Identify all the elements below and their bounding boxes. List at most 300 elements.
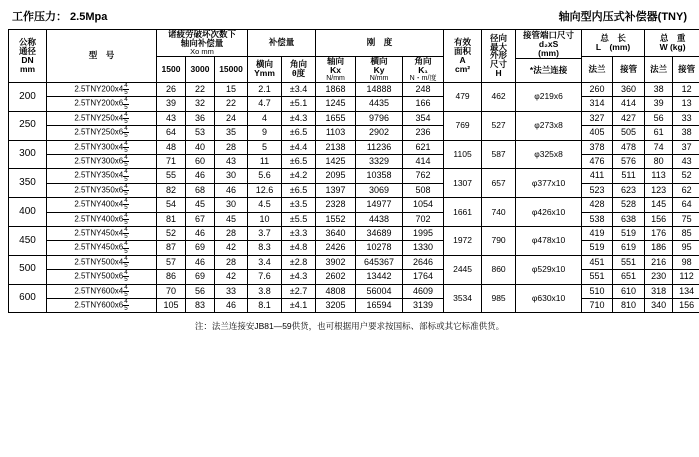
cell-angular-compensation: ±6.5 [282, 126, 316, 140]
cell-lateral-compensation: 3.7 [248, 226, 282, 240]
fraction: $\frac{4}{5}$ [124, 110, 128, 125]
col-tick-1500: 1500 [157, 56, 186, 82]
cell-axial-stiffness: 2328 [316, 198, 356, 212]
table-body [9, 82, 699, 313]
cell-x1500: 54 [157, 198, 186, 212]
table-row [9, 198, 699, 212]
cell-model: 2.5TNY500x4 $\frac{4}{5}$ [47, 255, 157, 269]
cell-angular-compensation: ±2.7 [282, 284, 316, 298]
col-lateral-stiffness: 横向 Ky N/mm [356, 56, 403, 82]
fraction: $\frac{4}{5}$ [124, 283, 128, 298]
cell-effective-area: 2445 [444, 255, 482, 284]
cell-effective-area: 1105 [444, 140, 482, 169]
cell-length-weld: 414 [613, 97, 645, 111]
cell-angular-stiffness: 702 [403, 212, 444, 226]
cell-length-weld: 619 [613, 241, 645, 255]
cell-weight-flange: 145 [645, 198, 673, 212]
cell-angular-stiffness: 354 [403, 111, 444, 125]
cell-axial-stiffness: 1245 [316, 97, 356, 111]
cell-weight-flange: 318 [645, 284, 673, 298]
cell-outer-size: 587 [482, 140, 516, 169]
cell-length-flange: 510 [582, 284, 613, 298]
cell-weight-weld: 75 [673, 212, 699, 226]
cell-outer-size: 740 [482, 198, 516, 227]
cell-x3000: 56 [186, 284, 215, 298]
cell-angular-compensation: ±4.2 [282, 169, 316, 183]
table-row [9, 169, 699, 183]
table-row [9, 241, 699, 255]
cell-nozzle-size: φ273x8 [516, 111, 582, 140]
cell-weight-weld: 95 [673, 241, 699, 255]
table-row [9, 82, 699, 96]
cell-model: 2.5TNY450x6 $\frac{4}{5}$ [47, 241, 157, 255]
fraction: $\frac{4}{5}$ [124, 225, 128, 241]
cell-lateral-stiffness: 10358 [356, 169, 403, 183]
cell-model: 2.5TNY400x4 $\frac{4}{5}$ [47, 198, 157, 212]
cell-x1500: 43 [157, 111, 186, 125]
cell-x1500: 86 [157, 270, 186, 284]
cell-x15000: 35 [215, 126, 248, 140]
cell-dn: 450 [9, 226, 47, 255]
table-row [9, 111, 699, 125]
fraction: $\frac{4}{5}$ [124, 197, 128, 212]
cell-angular-stiffness: 1330 [403, 241, 444, 255]
cell-x15000: 30 [215, 198, 248, 212]
cell-axial-stiffness: 4808 [316, 284, 356, 298]
cell-x3000: 46 [186, 226, 215, 240]
cell-axial-stiffness: 3205 [316, 299, 356, 313]
cell-model: 2.5TNY600x6 $\frac{4}{5}$ [47, 299, 157, 313]
cell-nozzle-size: φ325x8 [516, 140, 582, 169]
cell-weight-flange: 113 [645, 169, 673, 183]
cell-nozzle-size: φ630x10 [516, 284, 582, 313]
cell-angular-compensation: ±3.3 [282, 226, 316, 240]
table-row [9, 226, 699, 240]
cell-lateral-stiffness: 56004 [356, 284, 403, 298]
cell-lateral-compensation: 12.6 [248, 183, 282, 197]
cell-weight-flange: 38 [645, 82, 673, 96]
cell-x1500: 55 [157, 169, 186, 183]
col-compensation-group: 补偿量 [248, 30, 316, 57]
cell-x15000: 43 [215, 154, 248, 168]
cell-outer-size: 860 [482, 255, 516, 284]
cell-lateral-compensation: 3.8 [248, 284, 282, 298]
fraction: $\frac{4}{5}$ [124, 211, 128, 226]
cell-lateral-compensation: 3.4 [248, 255, 282, 269]
cell-length-flange: 419 [582, 226, 613, 240]
cell-weight-weld: 33 [673, 111, 699, 125]
cell-axial-stiffness: 3902 [316, 255, 356, 269]
col-nozzle-note: *法兰连接 [516, 59, 582, 83]
cell-length-weld: 651 [613, 270, 645, 284]
fraction: $\frac{4}{5}$ [124, 81, 128, 97]
cell-axial-stiffness: 1868 [316, 82, 356, 96]
cell-axial-stiffness: 2602 [316, 270, 356, 284]
cell-x15000: 45 [215, 212, 248, 226]
cell-model: 2.5TNY300x4 $\frac{4}{5}$ [47, 140, 157, 154]
cell-weight-weld: 156 [673, 299, 699, 313]
product-title: 轴向型内压式补偿器(TNY) [558, 11, 687, 23]
fraction: $\frac{4}{5}$ [124, 139, 128, 154]
cell-axial-stiffness: 3640 [316, 226, 356, 240]
cell-lateral-compensation: 9 [248, 126, 282, 140]
cell-angular-stiffness: 4609 [403, 284, 444, 298]
cell-dn: 350 [9, 169, 47, 198]
col-angular-compensation: 角向 θ度 [282, 56, 316, 82]
cell-outer-size: 657 [482, 169, 516, 198]
cell-model: 2.5TNY300x6 $\frac{4}{5}$ [47, 154, 157, 168]
cell-x15000: 42 [215, 241, 248, 255]
cell-angular-compensation: ±2.8 [282, 255, 316, 269]
cell-angular-stiffness: 1054 [403, 198, 444, 212]
cell-effective-area: 769 [444, 111, 482, 140]
cell-weight-weld: 134 [673, 284, 699, 298]
col-stiffness-group: 刚 度 [316, 30, 444, 57]
cell-model: 2.5TNY500x6 $\frac{4}{5}$ [47, 270, 157, 284]
working-pressure-label: 工作压力： 2.5Mpa [12, 11, 108, 23]
cell-effective-area: 1661 [444, 198, 482, 227]
col-nozzle-size: 接管端口尺寸 d₂xS (mm) [516, 30, 582, 59]
specification-table [8, 29, 699, 313]
cell-axial-stiffness: 2095 [316, 169, 356, 183]
cell-weight-weld: 52 [673, 169, 699, 183]
cell-x1500: 81 [157, 212, 186, 226]
col-length-group: 总 长 L (mm) [582, 30, 645, 57]
cell-nozzle-size: φ377x10 [516, 169, 582, 198]
cell-angular-stiffness: 508 [403, 183, 444, 197]
cell-x3000: 68 [186, 183, 215, 197]
cell-length-flange: 538 [582, 212, 613, 226]
cell-x1500: 39 [157, 97, 186, 111]
cell-lateral-stiffness: 4438 [356, 212, 403, 226]
col-tick-15000: 15000 [215, 56, 248, 82]
table-row [9, 299, 699, 313]
cell-length-weld: 551 [613, 255, 645, 269]
table-row [9, 140, 699, 154]
cell-length-weld: 519 [613, 226, 645, 240]
cell-x1500: 82 [157, 183, 186, 197]
cell-dn: 300 [9, 140, 47, 169]
cell-length-weld: 427 [613, 111, 645, 125]
footnote: 注：法兰连接安JB81—59供货，也可根据用户要求按国标、部标或其它标准供货。 [194, 321, 505, 332]
cell-angular-compensation: ±6.5 [282, 154, 316, 168]
cell-x15000: 24 [215, 111, 248, 125]
cell-lateral-stiffness: 645367 [356, 255, 403, 269]
cell-x3000: 53 [186, 126, 215, 140]
cell-axial-stiffness: 1425 [316, 154, 356, 168]
cell-effective-area: 1972 [444, 226, 482, 255]
cell-nozzle-size: φ478x10 [516, 226, 582, 255]
cell-weight-flange: 176 [645, 226, 673, 240]
cell-lateral-compensation: 11 [248, 154, 282, 168]
fraction: $\frac{4}{5}$ [124, 254, 128, 269]
cell-angular-stiffness: 3139 [403, 299, 444, 313]
cell-weight-weld: 64 [673, 198, 699, 212]
cell-angular-stiffness: 1995 [403, 226, 444, 240]
cell-length-weld: 610 [613, 284, 645, 298]
cell-weight-weld: 37 [673, 140, 699, 154]
cell-length-flange: 551 [582, 270, 613, 284]
cell-weight-flange: 56 [645, 111, 673, 125]
fraction: $\frac{4}{5}$ [124, 182, 128, 197]
cell-x15000: 30 [215, 169, 248, 183]
cell-model: 2.5TNY250x6 $\frac{4}{5}$ [47, 126, 157, 140]
cell-x3000: 45 [186, 198, 215, 212]
cell-lateral-compensation: 7.6 [248, 270, 282, 284]
cell-model: 2.5TNY250x4 $\frac{4}{5}$ [47, 111, 157, 125]
cell-angular-compensation: ±4.1 [282, 299, 316, 313]
cell-weight-weld: 62 [673, 183, 699, 197]
cell-angular-stiffness: 621 [403, 140, 444, 154]
cell-angular-stiffness: 2646 [403, 255, 444, 269]
cell-length-weld: 505 [613, 126, 645, 140]
cell-x1500: 64 [157, 126, 186, 140]
cell-x3000: 36 [186, 111, 215, 125]
cell-x3000: 46 [186, 169, 215, 183]
page-header [8, 0, 691, 29]
cell-weight-flange: 74 [645, 140, 673, 154]
cell-x1500: 70 [157, 284, 186, 298]
cell-angular-compensation: ±6.5 [282, 183, 316, 197]
cell-x3000: 46 [186, 255, 215, 269]
cell-axial-stiffness: 1103 [316, 126, 356, 140]
cell-angular-compensation: ±4.3 [282, 270, 316, 284]
cell-length-weld: 360 [613, 82, 645, 96]
cell-model: 2.5TNY350x6 $\frac{4}{5}$ [47, 183, 157, 197]
cell-weight-weld: 12 [673, 82, 699, 96]
cell-dn: 600 [9, 284, 47, 313]
col-length-flange: 法兰 [582, 56, 613, 82]
cell-x15000: 15 [215, 82, 248, 96]
table-row [9, 212, 699, 226]
cell-lateral-compensation: 5 [248, 140, 282, 154]
cell-nozzle-size: φ426x10 [516, 198, 582, 227]
fraction: $\frac{4}{5}$ [124, 96, 128, 111]
cell-x15000: 28 [215, 255, 248, 269]
cell-x1500: 48 [157, 140, 186, 154]
fraction: $\frac{4}{5}$ [124, 153, 128, 169]
fraction: $\frac{4}{5}$ [124, 269, 128, 284]
cell-length-flange: 523 [582, 183, 613, 197]
cell-model: 2.5TNY600x4 $\frac{4}{5}$ [47, 284, 157, 298]
cell-weight-flange: 186 [645, 241, 673, 255]
col-axial-stiffness: 轴向 Kx N/mm [316, 56, 356, 82]
cell-model: 2.5TNY450x4 $\frac{4}{5}$ [47, 226, 157, 240]
cell-length-flange: 411 [582, 169, 613, 183]
cell-effective-area: 3534 [444, 284, 482, 313]
cell-length-weld: 511 [613, 169, 645, 183]
cell-lateral-compensation: 5.6 [248, 169, 282, 183]
cell-length-flange: 260 [582, 82, 613, 96]
col-dn: 公称 通径 DN mm [9, 30, 47, 83]
cell-x3000: 22 [186, 82, 215, 96]
cell-x15000: 46 [215, 183, 248, 197]
cell-x1500: 71 [157, 154, 186, 168]
cell-length-flange: 451 [582, 255, 613, 269]
cell-nozzle-size: φ219x6 [516, 82, 582, 111]
cell-angular-stiffness: 236 [403, 126, 444, 140]
col-model: 型 号 [47, 30, 157, 83]
cell-length-weld: 638 [613, 212, 645, 226]
cell-weight-weld: 98 [673, 255, 699, 269]
cell-dn: 400 [9, 198, 47, 227]
col-effective-area: 有效 面积 A cm² [444, 30, 482, 83]
cell-weight-flange: 230 [645, 270, 673, 284]
cell-lateral-stiffness: 16594 [356, 299, 403, 313]
cell-x1500: 57 [157, 255, 186, 269]
cell-x1500: 87 [157, 241, 186, 255]
cell-model: 2.5TNY350x4 $\frac{4}{5}$ [47, 169, 157, 183]
cell-x15000: 46 [215, 299, 248, 313]
fraction: $\frac{4}{5}$ [124, 298, 128, 313]
col-angular-stiffness: 角向 K₁ N・m/度 [403, 56, 444, 82]
cell-model: 2.5TNY400x6 $\frac{4}{5}$ [47, 212, 157, 226]
cell-effective-area: 479 [444, 82, 482, 111]
cell-weight-flange: 340 [645, 299, 673, 313]
cell-weight-flange: 123 [645, 183, 673, 197]
cell-x3000: 83 [186, 299, 215, 313]
cell-x1500: 105 [157, 299, 186, 313]
cell-x3000: 32 [186, 97, 215, 111]
cell-weight-flange: 216 [645, 255, 673, 269]
cell-angular-stiffness: 166 [403, 97, 444, 111]
cell-axial-stiffness: 2138 [316, 140, 356, 154]
col-fatigue-group: 诸疲劳破坏次数下 轴向补偿量 Xo mm [157, 30, 248, 57]
cell-effective-area: 1307 [444, 169, 482, 198]
cell-lateral-stiffness: 10278 [356, 241, 403, 255]
col-radial-outer-size: 径向 最大 外形 尺寸 H [482, 30, 516, 83]
cell-length-weld: 576 [613, 154, 645, 168]
cell-lateral-stiffness: 3069 [356, 183, 403, 197]
cell-model: 2.5TNY200x6 $\frac{4}{5}$ [47, 97, 157, 111]
col-length-weld: 接管 [613, 56, 645, 82]
cell-outer-size: 527 [482, 111, 516, 140]
col-weight-weld: 接管 [673, 56, 699, 82]
cell-angular-stiffness: 414 [403, 154, 444, 168]
cell-x3000: 69 [186, 270, 215, 284]
cell-length-flange: 428 [582, 198, 613, 212]
cell-angular-compensation: ±3.5 [282, 198, 316, 212]
cell-length-weld: 478 [613, 140, 645, 154]
fraction: $\frac{4}{5}$ [124, 240, 128, 255]
cell-angular-compensation: ±5.5 [282, 212, 316, 226]
fraction: $\frac{4}{5}$ [124, 125, 128, 140]
cell-weight-flange: 39 [645, 97, 673, 111]
cell-angular-compensation: ±4.4 [282, 140, 316, 154]
cell-angular-compensation: ±4.8 [282, 241, 316, 255]
cell-length-flange: 476 [582, 154, 613, 168]
cell-axial-stiffness: 1397 [316, 183, 356, 197]
cell-x15000: 28 [215, 140, 248, 154]
cell-weight-flange: 80 [645, 154, 673, 168]
cell-length-flange: 710 [582, 299, 613, 313]
cell-length-flange: 327 [582, 111, 613, 125]
cell-dn: 500 [9, 255, 47, 284]
cell-length-weld: 810 [613, 299, 645, 313]
cell-x1500: 26 [157, 82, 186, 96]
cell-angular-compensation: ±4.3 [282, 111, 316, 125]
cell-dn: 200 [9, 82, 47, 111]
cell-length-flange: 405 [582, 126, 613, 140]
cell-outer-size: 790 [482, 226, 516, 255]
cell-x3000: 67 [186, 212, 215, 226]
cell-angular-stiffness: 248 [403, 82, 444, 96]
table-row [9, 154, 699, 168]
cell-x1500: 52 [157, 226, 186, 240]
cell-length-weld: 528 [613, 198, 645, 212]
cell-lateral-stiffness: 13442 [356, 270, 403, 284]
cell-angular-stiffness: 762 [403, 169, 444, 183]
col-tick-3000: 3000 [186, 56, 215, 82]
cell-length-flange: 314 [582, 97, 613, 111]
cell-weight-weld: 112 [673, 270, 699, 284]
cell-lateral-stiffness: 34689 [356, 226, 403, 240]
cell-outer-size: 985 [482, 284, 516, 313]
cell-length-flange: 378 [582, 140, 613, 154]
cell-weight-weld: 85 [673, 226, 699, 240]
cell-length-flange: 519 [582, 241, 613, 255]
cell-x3000: 69 [186, 241, 215, 255]
cell-weight-weld: 43 [673, 154, 699, 168]
cell-weight-flange: 156 [645, 212, 673, 226]
cell-x15000: 42 [215, 270, 248, 284]
col-lateral-compensation: 横向 Ymm [248, 56, 282, 82]
cell-model: 2.5TNY200x4 $\frac{4}{5}$ [47, 82, 157, 96]
cell-x15000: 22 [215, 97, 248, 111]
cell-axial-stiffness: 1655 [316, 111, 356, 125]
cell-length-weld: 623 [613, 183, 645, 197]
table-row [9, 126, 699, 140]
cell-lateral-stiffness: 11236 [356, 140, 403, 154]
cell-angular-stiffness: 1764 [403, 270, 444, 284]
fraction: $\frac{4}{5}$ [124, 168, 128, 183]
cell-weight-flange: 61 [645, 126, 673, 140]
cell-lateral-compensation: 8.3 [248, 241, 282, 255]
table-row [9, 97, 699, 111]
cell-lateral-compensation: 4 [248, 111, 282, 125]
cell-lateral-compensation: 4.5 [248, 198, 282, 212]
cell-weight-weld: 13 [673, 97, 699, 111]
cell-lateral-stiffness: 14977 [356, 198, 403, 212]
cell-lateral-stiffness: 2902 [356, 126, 403, 140]
cell-lateral-compensation: 2.1 [248, 82, 282, 96]
cell-weight-weld: 38 [673, 126, 699, 140]
cell-lateral-stiffness: 14888 [356, 82, 403, 96]
cell-dn: 250 [9, 111, 47, 140]
cell-outer-size: 462 [482, 82, 516, 111]
cell-x3000: 60 [186, 154, 215, 168]
cell-x15000: 28 [215, 226, 248, 240]
cell-axial-stiffness: 1552 [316, 212, 356, 226]
cell-x3000: 40 [186, 140, 215, 154]
table-row [9, 270, 699, 284]
cell-lateral-stiffness: 3329 [356, 154, 403, 168]
col-weight-flange: 法兰 [645, 56, 673, 82]
cell-lateral-compensation: 4.7 [248, 97, 282, 111]
cell-axial-stiffness: 2426 [316, 241, 356, 255]
cell-angular-compensation: ±3.4 [282, 82, 316, 96]
table-row [9, 284, 699, 298]
cell-angular-compensation: ±5.1 [282, 97, 316, 111]
cell-nozzle-size: φ529x10 [516, 255, 582, 284]
table-row [9, 255, 699, 269]
cell-x15000: 33 [215, 284, 248, 298]
cell-lateral-stiffness: 4435 [356, 97, 403, 111]
cell-lateral-stiffness: 9796 [356, 111, 403, 125]
cell-lateral-compensation: 10 [248, 212, 282, 226]
table-row [9, 183, 699, 197]
col-weight-group: 总 重 W (kg) [645, 30, 699, 57]
